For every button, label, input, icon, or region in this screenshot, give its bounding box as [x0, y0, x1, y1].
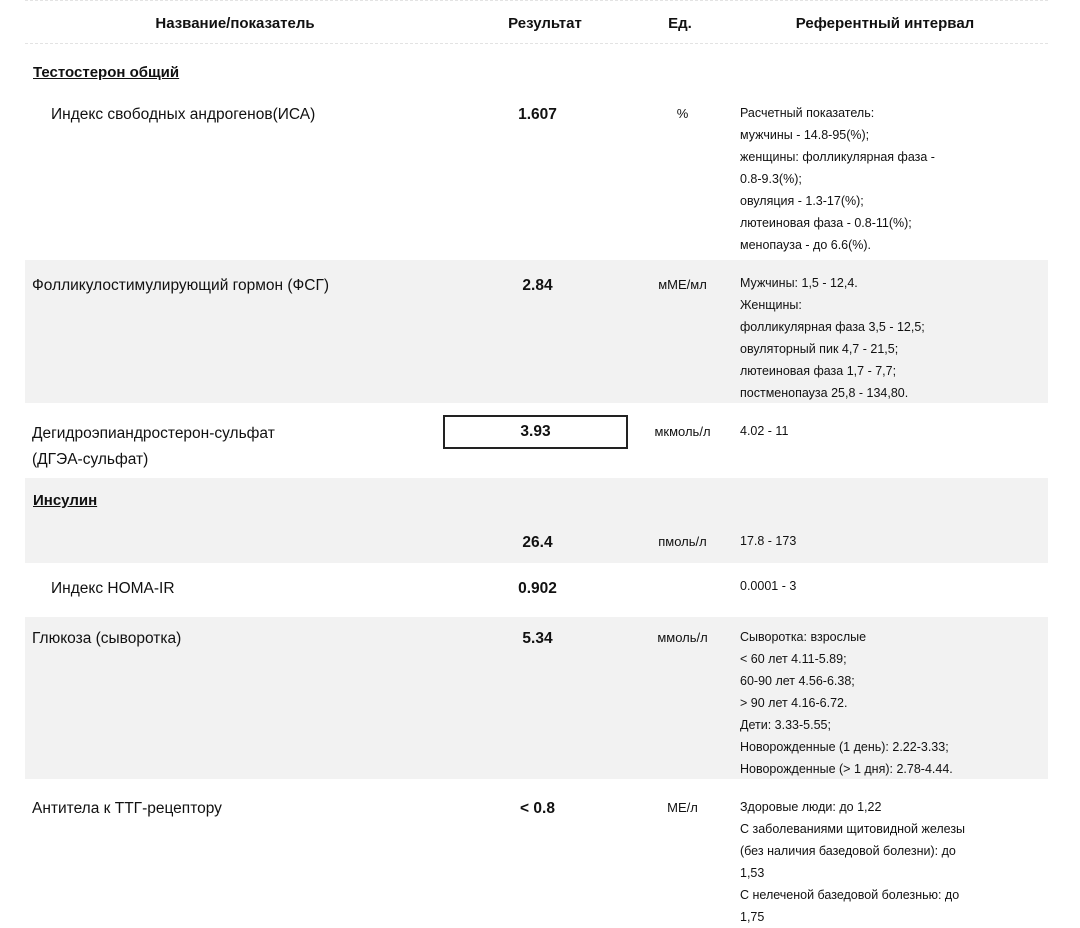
reference-line: лютеиновая фаза - 0.8-11(%);	[740, 216, 912, 230]
reference-interval	[740, 272, 1010, 404]
table-row	[25, 617, 1048, 779]
test-result: 2.84	[522, 277, 553, 294]
table-row	[25, 563, 1048, 617]
reference-interval	[740, 626, 1010, 780]
test-unit: МЕ/л	[667, 800, 698, 815]
test-name	[32, 421, 432, 473]
section-title-testosterone: Тестостерон общий	[33, 64, 180, 81]
reference-interval	[740, 796, 1010, 928]
reference-line: женщины: фолликулярная фаза -	[740, 150, 935, 164]
reference-line: фолликулярная фаза 3,5 - 12,5;	[740, 320, 925, 334]
header-reference: Референтный интервал	[795, 15, 975, 32]
reference-line: Мужчины: 1,5 - 12,4.	[740, 276, 858, 290]
header-name: Название/показатель	[155, 15, 315, 32]
test-result-flagged: 3.93	[443, 415, 628, 449]
section-row-testosterone	[25, 50, 1048, 98]
test-unit: %	[676, 106, 689, 121]
reference-line: Новорожденные (1 день): 2.22-3.33;	[740, 740, 949, 754]
reference-line: 0.0001 - 3	[740, 579, 797, 593]
table-row	[25, 403, 1048, 478]
reference-line: постменопауза 25,8 - 134,80.	[740, 386, 909, 400]
test-name-line: (ДГЭА-сульфат)	[32, 451, 149, 468]
reference-line: С нелеченой базедовой болезнью: до	[740, 888, 960, 902]
reference-line: 60-90 лет 4.56-6.38;	[740, 674, 855, 688]
test-name-line: Дегидроэпиандростерон-сульфат	[32, 425, 275, 442]
reference-line: 0.8-9.3(%);	[740, 172, 802, 186]
reference-line: 1,75	[740, 910, 765, 924]
reference-line: менопауза - до 6.6(%).	[740, 238, 872, 252]
test-name: Индекс HOMA-IR	[51, 580, 175, 597]
reference-line: Новорожденные (> 1 дня): 2.78-4.44.	[740, 762, 953, 776]
reference-interval	[740, 420, 1010, 442]
reference-line: > 90 лет 4.16-6.72.	[740, 696, 848, 710]
table-row	[25, 779, 1048, 927]
test-name: Антитела к ТТГ-рецептору	[32, 800, 222, 817]
reference-line: лютеиновая фаза 1,7 - 7,7;	[740, 364, 897, 378]
reference-line: Дети: 3.33-5.55;	[740, 718, 831, 732]
test-name: Глюкоза (сыворотка)	[32, 630, 182, 647]
reference-line: 4.02 - 11	[740, 424, 789, 438]
reference-interval	[740, 530, 1010, 552]
reference-line: овуляция - 1.3-17(%);	[740, 194, 864, 208]
test-result: 0.902	[518, 580, 557, 597]
table-header	[25, 0, 1048, 44]
reference-interval	[740, 102, 1010, 256]
reference-line: < 60 лет 4.11-5.89;	[740, 652, 847, 666]
reference-line: С заболеваниями щитовидной железы	[740, 822, 966, 836]
test-unit: пмоль/л	[658, 534, 707, 549]
table-row	[25, 260, 1048, 403]
test-name: Фолликулостимулирующий гормон (ФСГ)	[32, 277, 330, 294]
test-result: 5.34	[522, 630, 553, 647]
test-name: Индекс свободных андрогенов(ИСА)	[51, 106, 316, 123]
section-title-insulin: Инсулин	[33, 492, 98, 509]
reference-line: 17.8 - 173	[740, 534, 797, 548]
table-row	[25, 98, 1048, 260]
reference-line: овуляторный пик 4,7 - 21,5;	[740, 342, 899, 356]
test-unit: мМЕ/мл	[658, 277, 707, 292]
test-unit: мкмоль/л	[654, 424, 711, 439]
reference-interval	[740, 575, 1010, 597]
section-row-insulin	[25, 478, 1048, 526]
reference-line: Женщины:	[740, 298, 802, 312]
header-result: Результат	[508, 15, 582, 32]
reference-line: Расчетный показатель:	[740, 106, 875, 120]
reference-line: 1,53	[740, 866, 765, 880]
test-result: 1.607	[518, 106, 557, 123]
reference-line: Здоровые люди: до 1,22	[740, 800, 882, 814]
header-unit: Ед.	[668, 15, 692, 32]
test-result: < 0.8	[520, 800, 555, 817]
reference-line: Сыворотка: взрослые	[740, 630, 867, 644]
reference-line: мужчины - 14.8-95(%);	[740, 128, 870, 142]
test-result: 26.4	[522, 534, 553, 551]
reference-line: (без наличия базедовой болезни): до	[740, 844, 956, 858]
table-row	[25, 526, 1048, 563]
test-unit: ммоль/л	[657, 630, 708, 645]
